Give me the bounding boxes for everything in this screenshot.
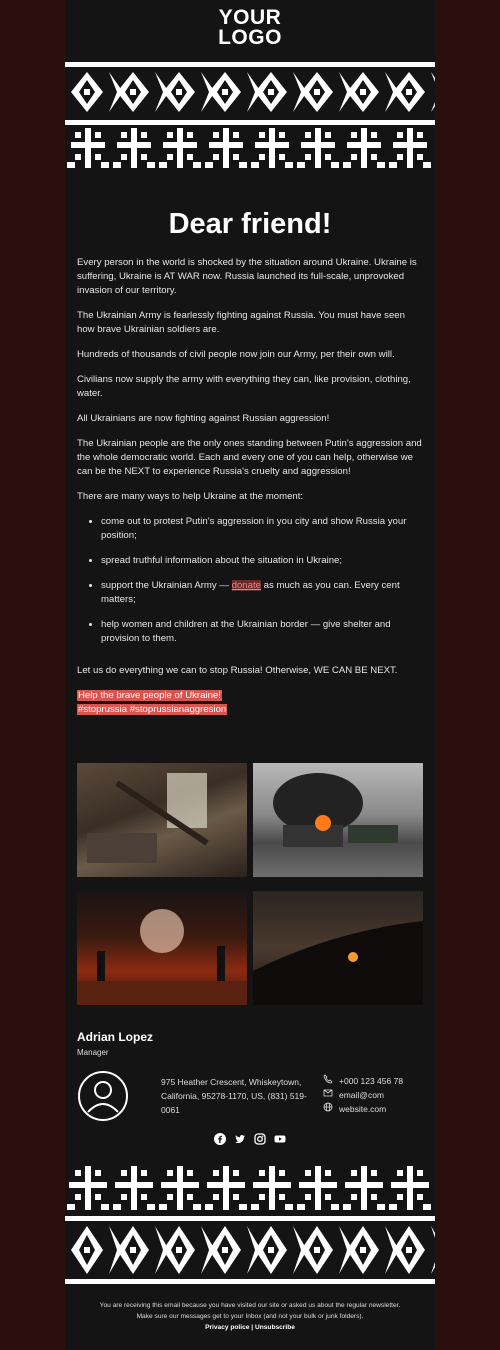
- avatar: [77, 1070, 129, 1122]
- list-item: [101, 579, 425, 607]
- message-body: [77, 256, 425, 728]
- highlight-block: [77, 689, 425, 717]
- footer-text: Make sure our messages get to your Inbox (and not your bulk or junk folders).: [136, 1313, 364, 1320]
- facebook-icon[interactable]: [214, 1132, 226, 1144]
- photo-night-fire: [253, 891, 423, 1005]
- photo-burning-vehicle: [253, 763, 423, 877]
- phone-text: +000 123 456 78: [339, 1076, 404, 1086]
- unsubscribe-link[interactable]: Unsubscribe: [254, 1324, 295, 1331]
- logo[interactable]: [65, 8, 435, 48]
- paragraph: There are many ways to help Ukraine at the moment:: [77, 491, 304, 502]
- ornament-bottom: [65, 1162, 435, 1286]
- logo-line-2: LOGO: [218, 26, 282, 49]
- paragraph: All Ukrainians are now fighting against Russian aggression!: [77, 413, 330, 424]
- contact-website[interactable]: [323, 1102, 403, 1116]
- list-item: • spread truthful information about the situation in Ukraine;: [101, 554, 425, 568]
- list-item: • help women and children at the Ukrainian border — give shelter and provision to them.: [101, 618, 425, 646]
- contact-list: [323, 1074, 403, 1116]
- website-text: website.com: [339, 1104, 387, 1114]
- youtube-icon[interactable]: [274, 1132, 286, 1144]
- page-title: Dear friend!: [168, 208, 332, 240]
- phone-icon: [323, 1074, 333, 1088]
- address: 975 Heather Crescent, Whiskeytown, California, 95278-1170, US, (831) 519-0061: [161, 1077, 307, 1115]
- signature-name: Adrian Lopez: [77, 1030, 154, 1044]
- footer-text: You are receiving this email because you have visited our site or asked us about the regular newsletter.: [99, 1302, 401, 1309]
- footer: [0, 1300, 500, 1333]
- ornament-top: [65, 62, 435, 174]
- hashtags: #stoprussia #stoprussianaggresion: [78, 704, 227, 715]
- list-item-text: as much as you can. Every cent matters;: [101, 580, 400, 605]
- list-item: • come out to protest Putin’s aggression in you city and show Russia your position;: [101, 515, 425, 543]
- paragraph: The Ukrainian people are the only ones standing between Putin's aggression and the whole democratic world. Each and every one of you can help, otherwise we can be the NEXT to experience Russia's cruelty and aggression!: [77, 438, 422, 477]
- twitter-icon[interactable]: [234, 1132, 246, 1144]
- paragraph: Every person in the world is shocked by the situation around Ukraine. Ukraine is suffering, Ukraine is AT WAR now. Russia launched its full-scale, unprovoked invasion of our territory.: [77, 257, 417, 296]
- donate-link[interactable]: donate: [231, 580, 261, 591]
- list-item-text: support the Ukrainian Army —: [101, 580, 232, 591]
- paragraph: Civilians now supply the army with everything they can, like provision, clothing, water.: [77, 374, 411, 399]
- contact-phone[interactable]: [323, 1074, 403, 1088]
- email-text: email@com: [339, 1090, 384, 1100]
- privacy-link[interactable]: Privacy police: [205, 1324, 250, 1331]
- photo-firefighters: [77, 891, 247, 1005]
- email-container: [65, 0, 435, 1350]
- closing-paragraph: Let us do everything we can to stop Russia! Otherwise, WE CAN BE NEXT.: [77, 665, 398, 676]
- globe-icon: [323, 1102, 333, 1116]
- contact-email[interactable]: [323, 1088, 403, 1102]
- instagram-icon[interactable]: [254, 1132, 266, 1144]
- social-links: [65, 1132, 435, 1144]
- footer-separator: |: [249, 1324, 255, 1331]
- highlight-line: Help the brave people of Ukraine!: [78, 690, 221, 701]
- help-list: [77, 515, 425, 646]
- photo-destroyed-apartment: [77, 763, 247, 877]
- paragraph: The Ukrainian Army is fearlessly fighting against Russia. You must have seen how brave Ukrainian soldiers are.: [77, 310, 405, 335]
- logo-line-1: YOUR: [218, 6, 282, 29]
- signature-role: Manager: [77, 1048, 109, 1057]
- paragraph: Hundreds of thousands of civil people now join our Army, per their own will.: [77, 349, 395, 360]
- mail-icon: [323, 1088, 333, 1102]
